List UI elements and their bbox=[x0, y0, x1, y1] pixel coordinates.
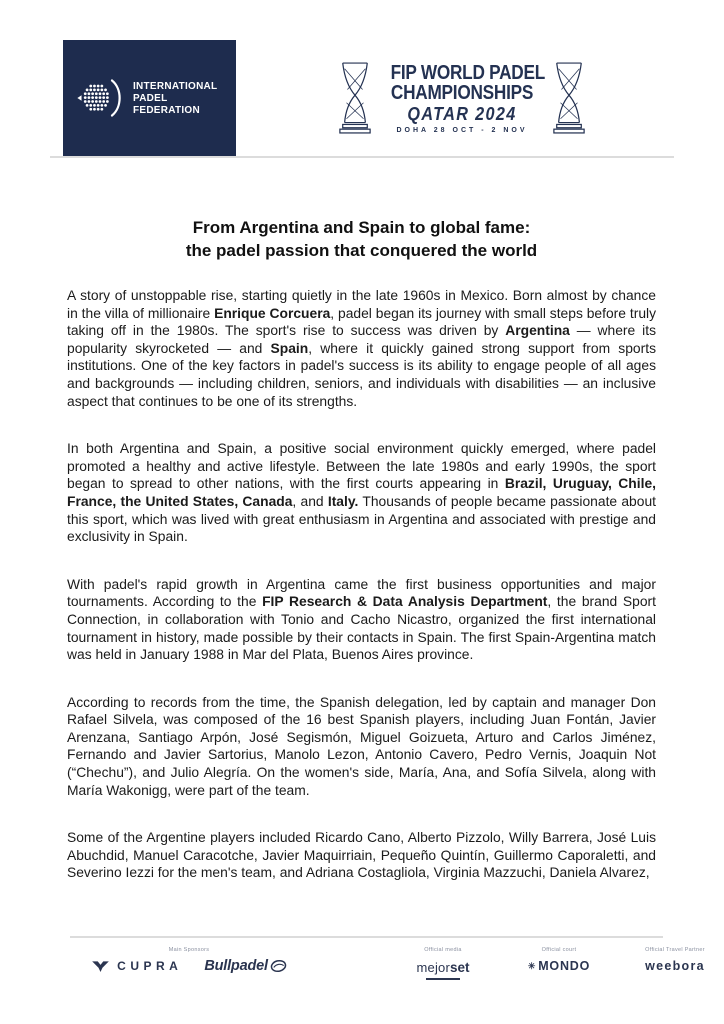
page-title bbox=[67, 216, 656, 262]
mejorset-word1: mejor bbox=[416, 960, 450, 975]
weebora-label: Official Travel Partner bbox=[645, 947, 705, 953]
mondo-wordmark: MONDO bbox=[538, 959, 591, 973]
event-title-line1: FIP WORLD PADEL bbox=[390, 60, 545, 84]
ipf-line2: PADEL bbox=[133, 92, 168, 104]
paragraph-text: , the brand Sport Connection, in collaboration with Tonio and Cacho Nicastro, organized the first international tournament in history, made possible by their contacts in Spain. The first Spain-Argentina match was held in January 1988 in Mar del Plata, Buenos Aires province. bbox=[67, 593, 656, 663]
weebora-logo: weebora bbox=[645, 959, 705, 973]
paragraph bbox=[67, 287, 656, 410]
paragraph-text: Thousands of people became passionate about this sport, which was lived with great enthusiasm in Argentina and associated with prestige and exclusivity in Spain. bbox=[67, 492, 656, 545]
paragraph bbox=[67, 440, 656, 546]
article-body bbox=[67, 287, 656, 882]
paragraph-bold-text: Spain bbox=[270, 339, 309, 356]
ipf-logo-text bbox=[133, 80, 217, 116]
paragraph-text: Some of the Argentine players included Ricardo Cano, Alberto Pizzolo, Willy Barrera, José Luis Abuchdid, Manuel Caracotche, Javier Maquirriain, Pequeño Quintín, Guillermo Caporaletti, and Severino Iezzi for the men's team, and Adriana Costagliola, Virginia Mazzuchi, Daniela Alvarez, bbox=[67, 829, 656, 881]
bullpadel-logo bbox=[204, 958, 286, 974]
partner-weebora bbox=[636, 947, 714, 980]
paragraph-text: A story of unstoppable rise, starting quietly in the late 1960s in Mexico. Born almost by chance in the villa of millionaire bbox=[67, 287, 656, 321]
paragraph-text: In both Argentina and Spain, a positive social environment quickly emerged, where padel promoted a healthy and active lifestyle. Between the late 1980s and early 1990s, the sport began to spread to other nations, with the first courts appearing in bbox=[67, 440, 656, 492]
paragraph bbox=[67, 694, 656, 800]
paragraph-text: — where its popularity skyrocketed — and bbox=[67, 322, 656, 356]
paragraph-text: , where it quickly gained strong support from sports institutions. One of the key factors in padel's success is its ability to engage people of all ages and backgrounds — including children, seniors, and individuals with disabilities — an inclusive aspect that continues to be one of its strengths. bbox=[67, 339, 657, 409]
trophy-icon bbox=[552, 56, 586, 140]
mejorset-logo bbox=[404, 959, 482, 980]
padel-racket-icon bbox=[76, 76, 124, 120]
paragraph bbox=[67, 829, 656, 882]
paragraph-text: With padel's rapid growth in Argentina came the first business opportunities and major tournaments. According to the bbox=[67, 575, 656, 610]
mondo-mark-icon: ✳ bbox=[527, 960, 537, 971]
paragraph-text: , padel began its journey with small steps before truly taking off in the 1980s. The sport's rise to success was driven by bbox=[67, 304, 657, 339]
mondo-logo bbox=[520, 959, 598, 973]
partner-mondo bbox=[520, 947, 598, 980]
paragraph-text: According to records from the time, the Spanish delegation, led by captain and manager Don Rafael Silvela, was composed of the 16 best Spanish players, including Juan Fontán, Javier Arenzana, Santiago Arpón, José Segismón, Miguel Goizueta, Arturo and Carlos Jiménez, Fernando and Javier Sartorius, Manolo Lezon, Antonio Cavero, Pedro Vernis, Joaquin Not (“Chechu”), and Julio Alegría. On the women's side, María, Ana, and Sofía Silvela, along with María Wakonigg, were part of the team. bbox=[67, 693, 656, 798]
paragraph-bold-text: FIP Research & Data Analysis Department bbox=[262, 593, 548, 610]
cupra-wordmark: CUPRA bbox=[117, 959, 183, 973]
main-sponsors-block bbox=[70, 947, 308, 974]
ipf-logo bbox=[63, 40, 236, 156]
bullpadel-emblem-icon bbox=[270, 959, 287, 973]
title-line1: From Argentina and Spain to global fame: bbox=[192, 218, 531, 237]
event-title-line2: CHAMPIONSHIPS bbox=[390, 80, 534, 104]
paragraph-text: , and bbox=[292, 492, 328, 509]
official-partners-block bbox=[404, 947, 714, 980]
bullpadel-wordmark: Bullpadel bbox=[204, 958, 268, 974]
event-title-line3: QATAR 2024 bbox=[407, 103, 517, 124]
article bbox=[67, 216, 656, 912]
trophy-icon bbox=[338, 56, 372, 140]
main-sponsors-label: Main Sponsors bbox=[168, 947, 210, 953]
event-logo bbox=[336, 56, 588, 140]
paragraph-bold-text: Argentina bbox=[505, 322, 570, 339]
paragraph bbox=[67, 576, 656, 664]
event-logo-text bbox=[377, 60, 547, 134]
footer-divider bbox=[70, 936, 663, 938]
cupra-mark-icon bbox=[91, 959, 110, 974]
mejorset-underline bbox=[426, 978, 460, 980]
header-divider bbox=[50, 156, 674, 158]
cupra-logo bbox=[91, 959, 182, 974]
paragraph-bold-text: Italy. bbox=[327, 492, 359, 509]
partner-mejorset bbox=[404, 947, 482, 980]
paragraph-bold-text: Enrique Corcuera bbox=[214, 304, 331, 321]
title-line2: the padel passion that conquered the world bbox=[185, 241, 538, 260]
mejorset-word2: set bbox=[450, 960, 470, 975]
mejorset-label: Official media bbox=[424, 947, 462, 953]
paragraph-bold-text: Brazil, Uruguay, Chile, France, the United States, Canada bbox=[67, 475, 656, 509]
ipf-line1: INTERNATIONAL bbox=[133, 80, 218, 92]
ipf-line3: FEDERATION bbox=[133, 104, 200, 116]
event-date-line: DOHA 28 OCT - 2 NOV bbox=[396, 126, 528, 134]
mondo-label: Official court bbox=[541, 947, 577, 953]
